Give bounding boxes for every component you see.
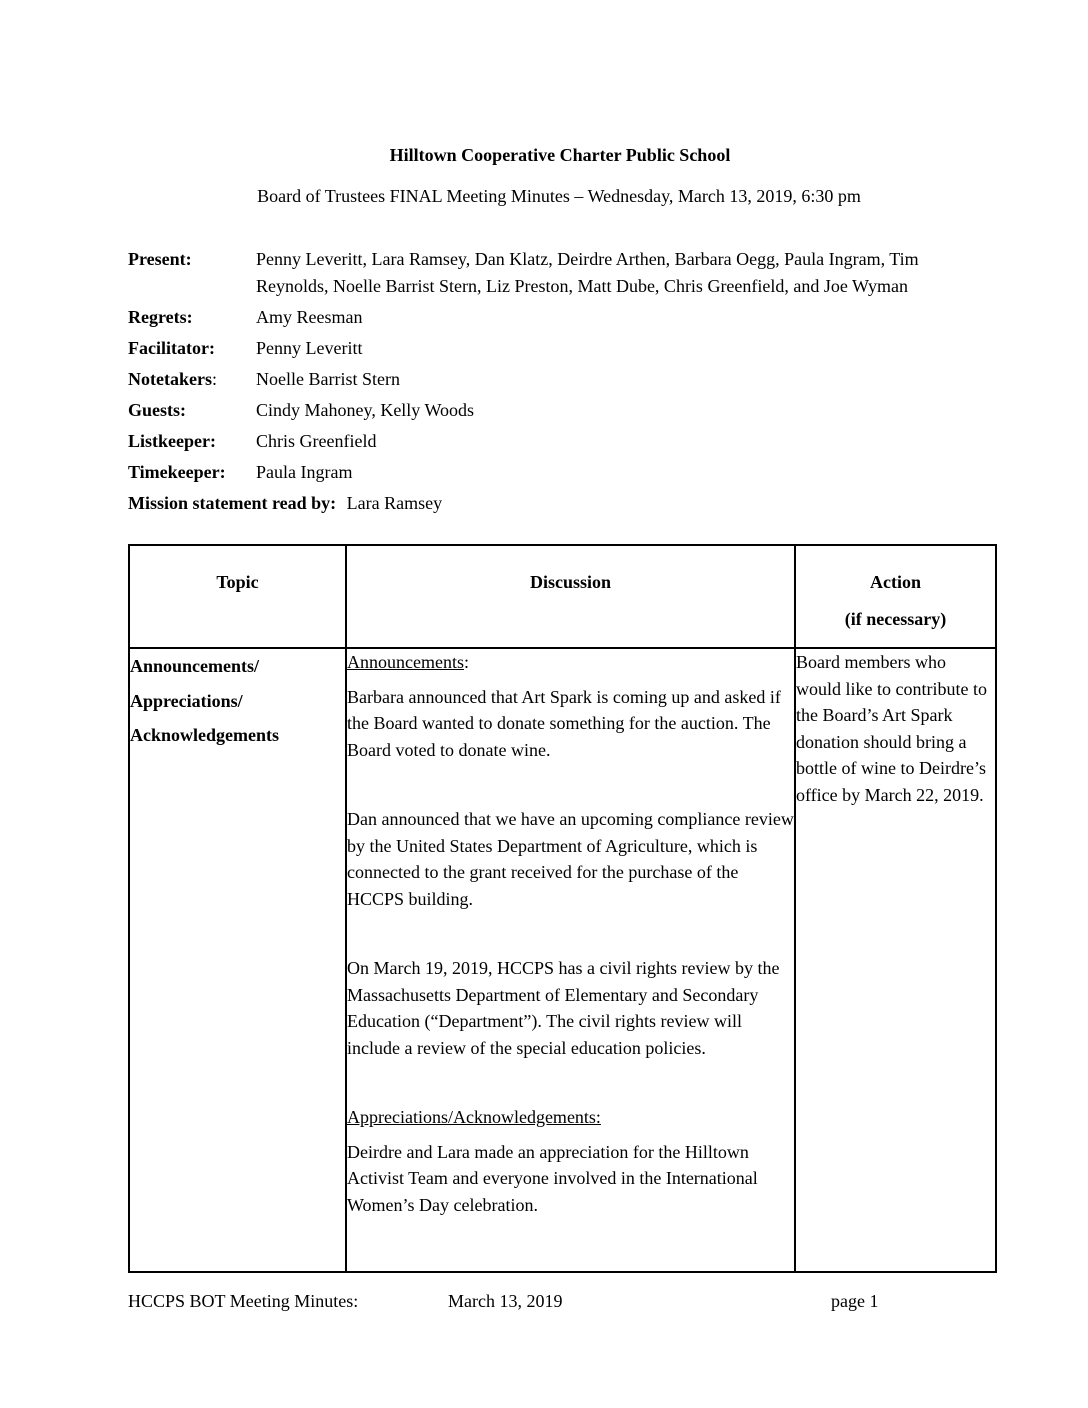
footer-date: March 13, 2019 (448, 1291, 563, 1311)
mission-value: Lara Ramsey (346, 493, 443, 513)
topic-line: Announcements/ (130, 656, 260, 676)
attendance-timekeeper (128, 459, 988, 486)
footer-page-number: page 1 (831, 1291, 879, 1311)
timekeeper-value: Paula Ingram (256, 462, 353, 482)
header-topic: Topic (129, 545, 346, 648)
attendance-mission (128, 490, 988, 517)
present-value: Penny Leveritt, Lara Ramsey, Dan Klatz, Deirdre Arthen, Barbara Oegg, Paula Ingram, Tim Reynolds, Noelle Barrist Stern, Liz Preston, Matt Dube, Chris Greenfield, and Joe Wyman (256, 249, 919, 296)
attendance-guests (128, 397, 988, 424)
document-title: Hilltown Cooperative Charter Public School (389, 145, 731, 165)
attendance-present (128, 246, 988, 300)
appreciations-heading: Appreciations/Acknowledgements: (347, 1107, 601, 1127)
document-subtitle: Board of Trustees FINAL Meeting Minutes – Wednesday, March 13, 2019, 6:30 pm (257, 186, 861, 206)
discussion-paragraph: Dan announced that we have an upcoming compliance review by the United States Department of Agriculture, which is connected to the grant received for the purchase of the HCCPS building. (347, 809, 794, 909)
attendance-facilitator (128, 335, 988, 362)
header-action: Action (if necessary) (795, 545, 996, 648)
topic-cell (129, 648, 346, 1272)
listkeeper-value: Chris Greenfield (256, 431, 377, 451)
topic-line: Acknowledgements (130, 725, 279, 745)
notetakers-value: Noelle Barrist Stern (256, 369, 400, 389)
timekeeper-label: Timekeeper: (128, 462, 226, 482)
regrets-label: Regrets: (128, 307, 193, 327)
attendance-block (128, 246, 988, 517)
footer-title: HCCPS BOT Meeting Minutes: (128, 1291, 359, 1311)
present-label: Present: (128, 249, 192, 269)
listkeeper-label: Listkeeper: (128, 431, 216, 451)
mission-label: Mission statement read by: (128, 493, 337, 513)
header-action-sub: (if necessary) (844, 609, 947, 629)
discussion-paragraph: On March 19, 2019, HCCPS has a civil rights review by the Massachusetts Department of Elementary and Secondary Education (“Department”). The civil rights review will include a review of the special education policies. (347, 958, 780, 1058)
table-header-row (129, 545, 996, 648)
announcements-heading: Announcements: (347, 652, 469, 672)
attendance-listkeeper (128, 428, 988, 455)
discussion-paragraph: Deirdre and Lara made an appreciation for the Hilltown Activist Team and everyone involved in the International Women’s Day celebration. (347, 1141, 758, 1215)
minutes-table (128, 544, 997, 1273)
discussion-cell (346, 648, 795, 1272)
attendance-notetakers (128, 366, 988, 393)
facilitator-label: Facilitator: (128, 338, 215, 358)
guests-label: Guests: (128, 400, 186, 420)
notetakers-label: Notetakers: (128, 369, 217, 389)
guests-value: Cindy Mahoney, Kelly Woods (256, 400, 475, 420)
facilitator-value: Penny Leveritt (256, 338, 363, 358)
topic-line: Appreciations/ (130, 690, 243, 711)
discussion-paragraph: Barbara announced that Art Spark is coming up and asked if the Board wanted to donate something for the auction. The Board voted to donate wine. (347, 686, 781, 760)
table-row (129, 648, 996, 1272)
attendance-regrets (128, 304, 988, 331)
action-cell: Board members who would like to contribute to the Board’s Art Spark donation should bring a bottle of wine to Deirdre’s office by March 22, 2019. (795, 648, 996, 1272)
regrets-value: Amy Reesman (256, 307, 363, 327)
header-discussion: Discussion (346, 545, 795, 648)
